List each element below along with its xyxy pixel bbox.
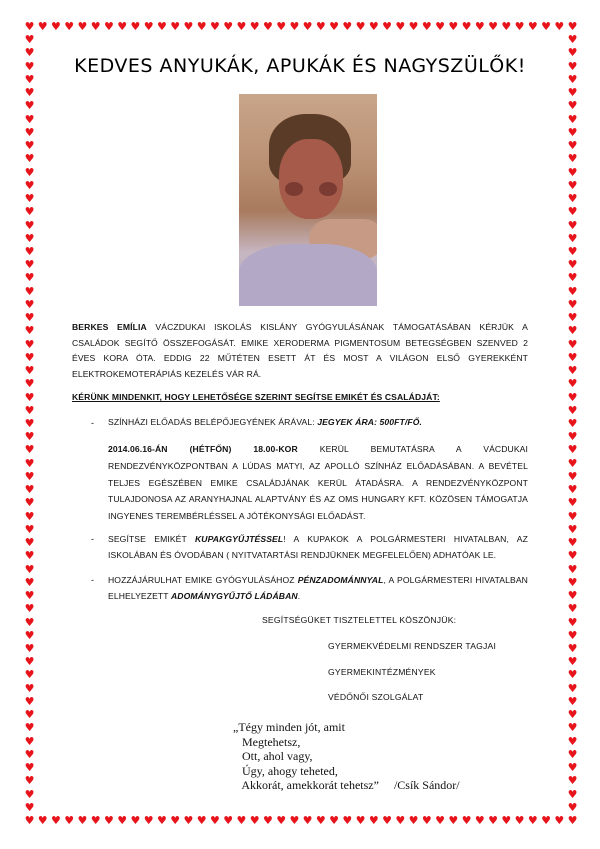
heart-icon: ♥ <box>24 456 35 470</box>
heart-icon: ♥ <box>302 20 313 33</box>
heart-icon: ♥ <box>474 20 485 33</box>
heart-icon: ♥ <box>170 20 181 33</box>
heart-icon: ♥ <box>117 20 128 33</box>
girl-photo <box>239 94 377 306</box>
heart-icon: ♥ <box>24 800 35 814</box>
heart-icon: ♥ <box>24 218 35 232</box>
heart-icon: ♥ <box>567 218 578 232</box>
heart-icon: ♥ <box>24 337 35 351</box>
heart-icon: ♥ <box>130 20 141 33</box>
heart-icon: ♥ <box>567 602 578 616</box>
heart-icon: ♥ <box>104 814 114 827</box>
heart-icon: ♥ <box>24 205 35 219</box>
heart-icon: ♥ <box>567 814 578 827</box>
heart-icon: ♥ <box>236 814 247 827</box>
item-performance <box>108 441 528 525</box>
heart-icon: ♥ <box>24 787 35 801</box>
ticket-text: SZÍNHÁZI ELŐADÁS BELÉPŐJEGYÉNEK ÁRÁVAL: <box>108 417 318 427</box>
heart-icon: ♥ <box>24 244 35 258</box>
heart-icon: ♥ <box>567 297 578 311</box>
heart-icon: ♥ <box>24 403 35 417</box>
heart-icon: ♥ <box>262 814 273 827</box>
heart-icon: ♥ <box>24 708 35 722</box>
heart-icon: ♥ <box>24 734 35 748</box>
heart-icon: ♥ <box>435 814 445 827</box>
heart-icon: ♥ <box>567 800 578 814</box>
heart-icon: ♥ <box>368 814 379 827</box>
heart-icon: ♥ <box>567 20 578 33</box>
heart-icon: ♥ <box>24 112 35 126</box>
heart-icon: ♥ <box>24 668 35 682</box>
heart-icon: ♥ <box>567 787 578 801</box>
heart-icon: ♥ <box>554 814 565 827</box>
caps-pre: SEGÍTSE EMIKÉT <box>108 534 195 544</box>
heart-icon: ♥ <box>541 814 551 827</box>
heart-icon: ♥ <box>567 668 578 682</box>
heart-icon: ♥ <box>51 20 61 33</box>
heart-icon: ♥ <box>567 364 578 378</box>
item-ticket <box>108 415 528 431</box>
poem-line: Ott, ahol vagy, <box>233 749 313 763</box>
heart-icon: ♥ <box>196 20 207 33</box>
heart-icon: ♥ <box>567 86 578 100</box>
heart-icon: ♥ <box>51 814 61 827</box>
heart-icon: ♥ <box>567 403 578 417</box>
heart-icon: ♥ <box>24 46 35 60</box>
heart-icon: ♥ <box>24 747 35 761</box>
performance-date: 2014.06.16-ÁN (HÉTFŐN) 18.00-KOR <box>108 444 298 454</box>
heart-icon: ♥ <box>567 284 578 298</box>
heart-icon: ♥ <box>382 20 393 33</box>
heart-icon: ♥ <box>24 297 35 311</box>
heart-icon: ♥ <box>315 20 326 33</box>
heart-icon: ♥ <box>276 20 287 33</box>
heart-icon: ♥ <box>64 20 75 33</box>
heart-icon: ♥ <box>567 337 578 351</box>
heart-icon: ♥ <box>567 165 578 179</box>
heart-icon: ♥ <box>24 761 35 775</box>
heart-icon: ♥ <box>435 20 445 33</box>
heart-icon: ♥ <box>567 761 578 775</box>
heart-icon: ♥ <box>567 390 578 404</box>
poem-line: Akkorát, amekkorát tehetsz” /Csík Sándor/ <box>233 778 460 792</box>
heart-icon: ♥ <box>567 258 578 272</box>
donation-emph: PÉNZADOMÁNNYAL <box>297 575 384 585</box>
heart-icon: ♥ <box>157 20 167 33</box>
heart-icon: ♥ <box>395 20 406 33</box>
heart-icon: ♥ <box>24 86 35 100</box>
heart-icon: ♥ <box>24 258 35 272</box>
intro-paragraph <box>72 320 528 382</box>
heart-icon: ♥ <box>24 774 35 788</box>
heart-icon: ♥ <box>24 125 35 139</box>
heart-icon: ♥ <box>24 178 35 192</box>
heart-icon: ♥ <box>567 46 578 60</box>
heart-icon: ♥ <box>567 417 578 430</box>
section-heading: KÉRÜNK MINDENKIT, HOGY LEHETŐSÉGE SZERINT SEGÍTSE EMIKÉT ÉS CSALÁDJÁT: <box>72 392 440 402</box>
heart-icon: ♥ <box>408 814 419 827</box>
heart-icon: ♥ <box>421 20 432 33</box>
heart-icon: ♥ <box>567 33 578 47</box>
heart-icon: ♥ <box>567 575 578 589</box>
heart-icon: ♥ <box>24 655 35 669</box>
intro-name: BERKES EMÍLIA <box>72 322 147 332</box>
signatory: GYERMEKINTÉZMÉNYEK <box>328 667 436 677</box>
heart-icon: ♥ <box>24 72 35 86</box>
heart-icon: ♥ <box>567 59 578 73</box>
heart-icon: ♥ <box>567 747 578 761</box>
poem <box>233 720 460 793</box>
heart-icon: ♥ <box>567 271 578 285</box>
heart-icon: ♥ <box>143 20 154 33</box>
heart-icon: ♥ <box>104 20 114 33</box>
donation-pre: HOZZÁJÁRULHAT EMIKE GYÓGYULÁSÁHOZ <box>108 575 298 585</box>
heart-icon: ♥ <box>24 628 35 642</box>
heart-icon: ♥ <box>24 496 35 510</box>
heart-icon: ♥ <box>567 774 578 788</box>
heart-icon: ♥ <box>24 469 35 483</box>
heart-icon: ♥ <box>24 364 35 378</box>
heart-icon: ♥ <box>183 20 194 33</box>
heart-icon: ♥ <box>567 377 578 391</box>
heart-icon: ♥ <box>77 20 88 33</box>
heart-icon: ♥ <box>368 20 379 33</box>
heart-icon: ♥ <box>527 20 538 33</box>
heart-icon: ♥ <box>24 694 35 708</box>
heart-icon: ♥ <box>24 430 35 444</box>
heart-icon: ♥ <box>567 496 578 510</box>
heart-icon: ♥ <box>488 20 498 33</box>
heart-icon: ♥ <box>355 20 366 33</box>
heart-icon: ♥ <box>567 522 578 536</box>
heart-icon: ♥ <box>567 456 578 470</box>
heart-icon: ♥ <box>37 814 48 827</box>
heart-icon: ♥ <box>24 152 35 166</box>
heart-icon: ♥ <box>24 562 35 576</box>
heart-icon: ♥ <box>24 522 35 536</box>
heart-icon: ♥ <box>117 814 128 827</box>
heart-icon: ♥ <box>183 814 194 827</box>
heart-icon: ♥ <box>567 562 578 576</box>
heart-icon: ♥ <box>541 20 551 33</box>
heart-icon: ♥ <box>209 814 220 827</box>
heart-icon: ♥ <box>24 192 35 206</box>
heart-icon: ♥ <box>329 20 340 33</box>
heart-icon: ♥ <box>24 483 35 497</box>
heart-icon: ♥ <box>24 814 35 827</box>
poem-line: Megtehetsz, <box>233 734 301 749</box>
heart-icon: ♥ <box>24 417 35 430</box>
heart-icon: ♥ <box>64 814 75 827</box>
page-title: KEDVES ANYUKÁK, APUKÁK ÉS NAGYSZÜLŐK! <box>74 55 526 77</box>
heart-icon: ♥ <box>395 814 406 827</box>
heart-icon: ♥ <box>24 721 35 735</box>
heart-icon: ♥ <box>157 814 167 827</box>
heart-icon: ♥ <box>24 615 35 629</box>
heart-icon: ♥ <box>567 628 578 642</box>
heart-icon: ♥ <box>24 443 35 457</box>
heart-icon: ♥ <box>567 443 578 457</box>
heart-icon: ♥ <box>567 469 578 483</box>
heart-icon: ♥ <box>24 271 35 285</box>
heart-icon: ♥ <box>567 139 578 153</box>
heart-icon: ♥ <box>567 99 578 113</box>
heart-icon: ♥ <box>567 350 578 364</box>
heart-icon: ♥ <box>567 589 578 603</box>
heart-icon: ♥ <box>567 681 578 695</box>
donation-post: . <box>297 591 301 601</box>
heart-icon: ♥ <box>567 324 578 338</box>
heart-icon: ♥ <box>24 311 35 325</box>
heart-icon: ♥ <box>289 814 300 827</box>
heart-icon: ♥ <box>567 192 578 206</box>
heart-icon: ♥ <box>527 814 538 827</box>
heart-icon: ♥ <box>567 615 578 629</box>
heart-icon: ♥ <box>567 734 578 748</box>
heart-icon: ♥ <box>249 814 260 827</box>
heart-icon: ♥ <box>567 244 578 258</box>
performance-text: KERÜL BEMUTATÁSRA A VÁCDUKAI RENDEZVÉNYKÖZPONTBAN A LÚDAS MATYI, AZ APOLLÓ SZÍNHÁZ ELŐADÁSÁBAN. A BEVÉTEL TELJES EGÉSZÉBEN EMIKE CSALÁDJÁNAK KERÜL ÁTADÁSRA. A RENDEZVÉNYKÖZPONT TULAJDONOSA AZ ARANYHAJNAL ALAPTVÁNY ÉS AZ OMS HUNGARY KFT. KÖZÖSEN TÁMOGATJA INGYENES TEREMBÉRLÉSSEL A JÓTÉKONYSÁGI ELŐADÁST. <box>108 444 528 522</box>
heart-icon: ♥ <box>24 20 35 33</box>
heart-icon: ♥ <box>223 20 234 33</box>
heart-icon: ♥ <box>567 536 578 550</box>
heart-icon: ♥ <box>24 589 35 603</box>
heart-icon: ♥ <box>567 708 578 722</box>
heart-icon: ♥ <box>461 814 472 827</box>
heart-icon: ♥ <box>567 311 578 325</box>
donation-box: ADOMÁNYGYŰJTŐ LÁDÁBAN <box>170 591 298 601</box>
heart-icon: ♥ <box>223 814 234 827</box>
heart-icon: ♥ <box>170 814 181 827</box>
heart-icon: ♥ <box>37 20 48 33</box>
poem-line: „Tégy minden jót, amit <box>233 720 345 734</box>
heart-icon: ♥ <box>448 814 459 827</box>
heart-icon: ♥ <box>24 641 35 655</box>
heart-icon: ♥ <box>567 430 578 444</box>
intro-text: VÁCZDUKAI ISKOLÁS KISLÁNY GYÓGYULÁSÁNAK TÁMOGATÁSÁBAN KÉRJÜK A CSALÁDOK SEGÍTŐ ÖSSZEFOGÁSÁT. EMIKE XERODERMA PIGMENTOSUM BETEGSÉGBEN SZENVED 2 ÉVES KORA ÓTA. EDDIG 22 MŰTÉTEN ESETT ÁT ÉS MOST A VILÁGON ELSŐ GYEREKKÉNT ELEKTROKEMOTERÁPIÁS KEZELÉS VÁR RÁ. <box>72 322 529 379</box>
heart-icon: ♥ <box>567 178 578 192</box>
heart-icon: ♥ <box>315 814 326 827</box>
item-caps <box>108 531 528 563</box>
signatory: GYERMEKVÉDELMI RENDSZER TAGJAI <box>328 641 497 651</box>
heart-icon: ♥ <box>143 814 154 827</box>
heart-icon: ♥ <box>24 284 35 298</box>
heart-icon: ♥ <box>24 509 35 523</box>
heart-icon: ♥ <box>461 20 472 33</box>
heart-icon: ♥ <box>302 814 313 827</box>
thanks-line: SEGÍTSÉGÜKET TISZTELETTEL KÖSZÖNJÜK: <box>262 615 457 625</box>
heart-icon: ♥ <box>567 483 578 497</box>
ticket-price: JEGYEK ÁRA: 500FT/FŐ. <box>317 417 422 427</box>
heart-icon: ♥ <box>289 20 300 33</box>
caps-emph: KUPAKGYŰJTÉSSEL <box>194 534 284 544</box>
heart-icon: ♥ <box>382 814 393 827</box>
bullet-dash: - <box>91 418 94 428</box>
heart-icon: ♥ <box>567 721 578 735</box>
heart-icon: ♥ <box>262 20 273 33</box>
heart-icon: ♥ <box>488 814 498 827</box>
donation-mid: , A POLGÁRMESTERI HIVATALBAN ELHELYEZETT <box>108 575 528 601</box>
heart-icon: ♥ <box>567 231 578 245</box>
heart-icon: ♥ <box>421 814 432 827</box>
heart-icon: ♥ <box>209 20 220 33</box>
heart-icon: ♥ <box>24 231 35 245</box>
heart-icon: ♥ <box>567 694 578 708</box>
heart-icon: ♥ <box>249 20 260 33</box>
heart-icon: ♥ <box>514 814 525 827</box>
heart-icon: ♥ <box>567 72 578 86</box>
heart-icon: ♥ <box>514 20 525 33</box>
bullet-dash: - <box>91 534 94 544</box>
heart-icon: ♥ <box>24 99 35 113</box>
heart-icon: ♥ <box>501 20 512 33</box>
heart-icon: ♥ <box>24 350 35 364</box>
heart-icon: ♥ <box>90 814 101 827</box>
heart-icon: ♥ <box>196 814 207 827</box>
heart-icon: ♥ <box>130 814 141 827</box>
heart-icon: ♥ <box>342 814 353 827</box>
heart-icon: ♥ <box>329 814 340 827</box>
heart-icon: ♥ <box>567 641 578 655</box>
heart-icon: ♥ <box>567 509 578 523</box>
bullet-dash: - <box>91 575 94 585</box>
heart-icon: ♥ <box>24 536 35 550</box>
heart-icon: ♥ <box>236 20 247 33</box>
heart-icon: ♥ <box>24 681 35 695</box>
heart-icon: ♥ <box>501 814 512 827</box>
heart-icon: ♥ <box>567 112 578 126</box>
heart-icon: ♥ <box>24 549 35 563</box>
heart-icon: ♥ <box>342 20 353 33</box>
heart-icon: ♥ <box>24 602 35 616</box>
heart-icon: ♥ <box>24 575 35 589</box>
heart-icon: ♥ <box>24 324 35 338</box>
heart-icon: ♥ <box>24 390 35 404</box>
poem-line: Úgy, ahogy teheted, <box>233 763 338 778</box>
heart-icon: ♥ <box>567 549 578 563</box>
heart-icon: ♥ <box>474 814 485 827</box>
heart-icon: ♥ <box>24 33 35 47</box>
heart-icon: ♥ <box>567 655 578 669</box>
signatory: VÉDŐNŐI SZOLGÁLAT <box>328 692 424 702</box>
heart-icon: ♥ <box>77 814 88 827</box>
heart-icon: ♥ <box>567 205 578 219</box>
heart-icon: ♥ <box>448 20 459 33</box>
heart-icon: ♥ <box>554 20 565 33</box>
heart-icon: ♥ <box>24 139 35 153</box>
caps-post: ! A KUPAKOK A POLGÁRMESTERI HIVATALBAN, AZ ISKOLÁBAN ÉS ÓVODÁBAN ( NYITVATARTÁSI RENDJÜKNEK MEGFELELŐEN) ADHATÓAK LE. <box>108 534 528 560</box>
heart-icon: ♥ <box>90 20 101 33</box>
heart-icon: ♥ <box>567 125 578 139</box>
heart-icon: ♥ <box>24 165 35 179</box>
heart-icon: ♥ <box>24 377 35 391</box>
heart-icon: ♥ <box>355 814 366 827</box>
heart-icon: ♥ <box>408 20 419 33</box>
heart-icon: ♥ <box>567 152 578 166</box>
item-donation <box>108 572 528 604</box>
heart-icon: ♥ <box>276 814 287 827</box>
heart-icon: ♥ <box>24 59 35 73</box>
